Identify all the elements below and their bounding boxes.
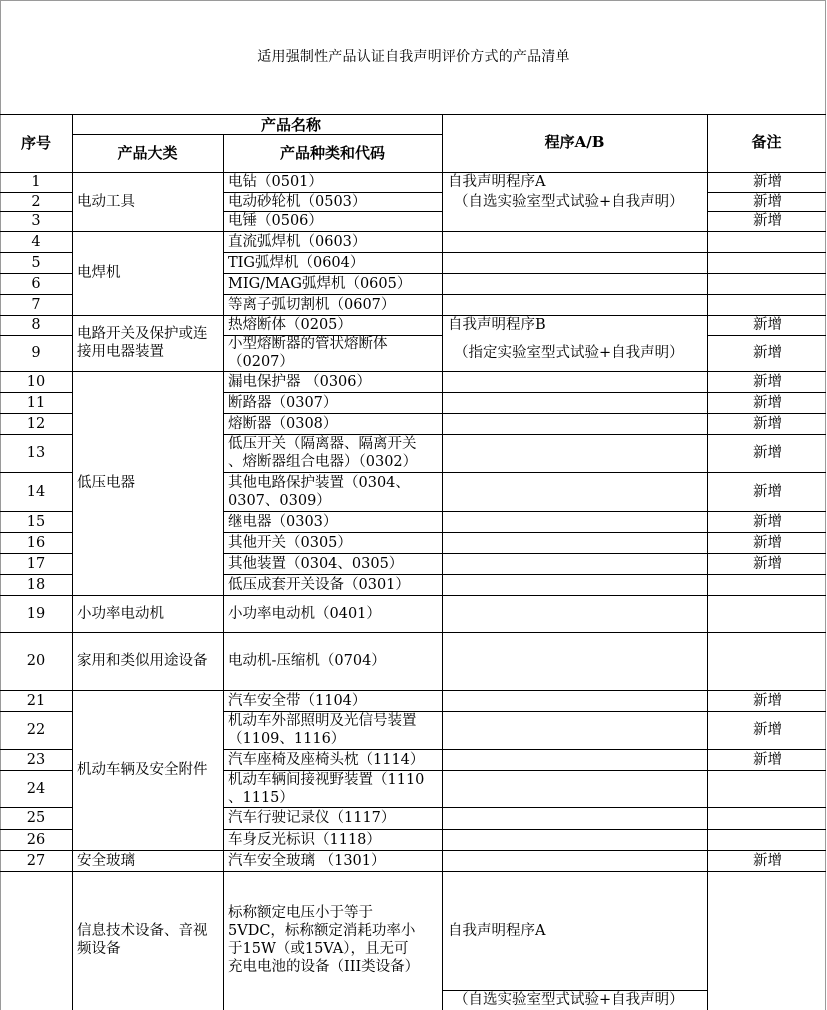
product-type-code-line: 电动机-压缩机（0704） [228, 653, 386, 669]
category-it-av-line: 频设备 [77, 941, 121, 957]
row-divider [0, 850, 826, 851]
procedure-text-2-line: （自选实验室型式试验+自我声明） [454, 992, 684, 1008]
category-small-motor-line: 小功率电动机 [77, 606, 164, 622]
row-divider [0, 252, 72, 253]
row-number [0, 534, 72, 552]
row-divider [707, 532, 826, 533]
remark-new-badge-line: 新增 [753, 416, 782, 432]
row-divider [223, 511, 442, 512]
remark-new-badge-line: 新增 [753, 345, 782, 361]
remark-new-badge-line: 新增 [753, 853, 782, 869]
category-circuit-line: 接用电器装置 [77, 344, 164, 360]
row-number-line: 16 [26, 535, 46, 551]
header-remark [707, 133, 826, 151]
row-number [0, 780, 72, 798]
row-number [0, 605, 72, 623]
remark-new-badge-line: 新增 [753, 514, 782, 530]
row-number [0, 316, 72, 334]
product-type-code [228, 771, 424, 807]
product-type-code [228, 193, 366, 211]
product-type-code-line: 充电电池的设备（III类设备） [228, 959, 420, 975]
row-divider [707, 335, 826, 336]
row-number-line: 14 [26, 484, 46, 500]
row-divider [707, 749, 826, 750]
product-type-code-line: 汽车行驶记录仪（1117） [228, 810, 396, 826]
row-number-line: 17 [26, 556, 46, 572]
remark-new-badge-line: 新增 [753, 556, 782, 572]
product-type-code-line: 机动车外部照明及光信号装置 [228, 713, 417, 729]
row-number [0, 852, 72, 870]
product-type-code-line: 熔断器（0308） [228, 416, 338, 432]
product-type-code [228, 373, 371, 391]
product-type-code-line: 0307、0309） [228, 493, 331, 509]
product-type-code [228, 435, 417, 471]
row-number [0, 296, 72, 314]
row-divider [0, 472, 72, 473]
row-number-line: 15 [26, 514, 46, 530]
row-number [0, 721, 72, 739]
row-divider [0, 807, 72, 808]
product-type-code [228, 652, 386, 670]
row-number [0, 193, 72, 211]
category-welders [77, 264, 121, 282]
row-divider [707, 294, 826, 295]
remark-new-badge [708, 721, 827, 739]
row-divider [442, 273, 707, 274]
product-type-code-line: TIG弧焊机（0604） [228, 255, 365, 271]
product-type-code [228, 576, 410, 594]
product-type-code [228, 173, 323, 191]
row-number-line: 22 [26, 722, 46, 738]
row-divider [0, 294, 72, 295]
product-type-code [228, 394, 337, 412]
product-type-code [228, 335, 388, 371]
row-divider [0, 413, 72, 414]
product-type-code-line: 机动车辆间接视野装置（1110 [228, 772, 425, 788]
product-type-code-line: 电钻（0501） [228, 174, 323, 190]
row-divider [0, 532, 72, 533]
remark-new-badge-line: 新增 [753, 374, 782, 390]
product-type-code [228, 415, 337, 433]
category-vehicle-line: 机动车辆及安全附件 [77, 762, 208, 778]
row-divider [223, 532, 442, 533]
product-type-code [228, 513, 337, 531]
procedure-text [454, 193, 684, 211]
remark-new-badge [708, 212, 827, 230]
row-number-line: 3 [31, 213, 41, 229]
row-number-line: 13 [26, 445, 46, 461]
product-type-code-line: （1109、1116） [228, 731, 346, 747]
row-divider [442, 807, 707, 808]
remark-new-badge-line: 新增 [753, 395, 782, 411]
row-divider [442, 532, 707, 533]
remark-new-badge-line: 新增 [753, 693, 782, 709]
row-divider [707, 413, 826, 414]
category-glass-line: 安全玻璃 [77, 853, 135, 869]
row-number [0, 344, 72, 362]
category-glass [77, 852, 135, 870]
remark-new-badge [708, 415, 827, 433]
row-divider [223, 413, 442, 414]
column-divider [223, 134, 224, 1010]
remark-new-badge-line: 新增 [753, 752, 782, 768]
row-divider [72, 134, 442, 135]
row-number-line: 26 [26, 832, 46, 848]
row-number [0, 555, 72, 573]
product-type-code-line: MIG/MAG弧焊机（0605） [228, 276, 412, 292]
row-divider [0, 392, 72, 393]
product-type-code-line: 车身反光标识（1118） [228, 832, 381, 848]
row-divider [223, 574, 442, 575]
row-number [0, 373, 72, 391]
product-type-code-line: 电动砂轮机（0503） [228, 194, 367, 210]
row-divider [223, 472, 442, 473]
product-type-code [228, 254, 364, 272]
remark-new-badge-line: 新增 [753, 722, 782, 738]
product-type-code-line: 低压成套开关设备（0301） [228, 577, 410, 593]
category-circuit-line: 电路开关及保护或连 [77, 326, 208, 342]
row-divider [442, 472, 707, 473]
row-divider [0, 595, 826, 596]
row-number [0, 173, 72, 191]
row-number [0, 254, 72, 272]
procedure-text-line: （指定实验室型式试验+自我声明） [454, 345, 684, 361]
remark-new-badge [708, 444, 827, 462]
row-divider [442, 392, 707, 393]
row-divider [0, 315, 826, 316]
category-low-voltage-line: 低压电器 [77, 475, 135, 491]
category-household [77, 652, 208, 670]
product-type-code-line: 低压开关（隔离器、隔离开关 [228, 436, 417, 452]
product-type-code [228, 233, 366, 251]
row-number-line: 18 [26, 577, 46, 593]
row-divider [223, 294, 442, 295]
row-divider [707, 392, 826, 393]
row-number [0, 751, 72, 769]
row-divider [0, 749, 72, 750]
row-number [0, 576, 72, 594]
row-number [0, 275, 72, 293]
row-number [0, 483, 72, 501]
remark-new-badge-line: 新增 [753, 484, 782, 500]
row-divider [707, 273, 826, 274]
row-divider [0, 114, 826, 115]
row-divider [442, 511, 707, 512]
row-divider [223, 553, 442, 554]
product-type-code-line: 电锤（0506） [228, 213, 323, 229]
row-number [0, 415, 72, 433]
row-divider [0, 871, 826, 872]
row-divider [223, 392, 442, 393]
row-number [0, 212, 72, 230]
row-divider [0, 371, 826, 372]
row-divider [442, 829, 707, 830]
row-divider [707, 553, 826, 554]
row-number [0, 444, 72, 462]
category-it-av-line: 信息技术设备、音视 [77, 923, 208, 939]
column-divider [72, 114, 73, 1010]
remark-new-badge [708, 373, 827, 391]
header-procedure [442, 133, 707, 151]
product-type-code [228, 534, 352, 552]
row-number-line: 19 [26, 606, 46, 622]
row-number-line: 1 [31, 174, 41, 190]
remark-new-badge [708, 751, 827, 769]
row-divider [442, 553, 707, 554]
procedure-text-2 [454, 991, 684, 1009]
product-type-code [228, 751, 424, 769]
row-divider [442, 294, 707, 295]
row-divider [707, 252, 826, 253]
row-number-line: 7 [31, 297, 41, 313]
remark-new-badge-line: 新增 [753, 174, 782, 190]
row-number [0, 809, 72, 827]
product-type-code [228, 316, 352, 334]
remark-new-badge [708, 692, 827, 710]
product-type-code-line: 其他电路保护装置（0304、 [228, 475, 410, 491]
row-divider [0, 690, 826, 691]
row-divider [0, 574, 72, 575]
row-number-line: 20 [26, 653, 46, 669]
row-divider [223, 749, 442, 750]
header-seq [0, 134, 72, 152]
remark-new-badge [708, 394, 827, 412]
product-type-code [228, 809, 395, 827]
remark-new-badge [708, 173, 827, 191]
row-divider [0, 231, 826, 232]
row-number-line: 21 [26, 693, 46, 709]
product-type-code-line: 5VDC，标称额定消耗功率小 [228, 923, 416, 939]
row-divider [442, 770, 707, 771]
product-type-code [228, 904, 419, 976]
procedure-text-line: 自我声明程序A [448, 174, 546, 190]
product-type-code [228, 605, 381, 623]
row-divider [0, 335, 72, 336]
product-type-code [228, 712, 417, 748]
header-seq-line: 序号 [20, 134, 51, 152]
product-type-code-line: 小功率电动机（0401） [228, 606, 381, 622]
product-type-code-line: 于15W（或15VA），且无可 [228, 941, 409, 957]
remark-new-badge [708, 852, 827, 870]
row-number [0, 831, 72, 849]
row-divider [707, 574, 826, 575]
row-divider [442, 434, 707, 435]
procedure-text [448, 922, 545, 940]
row-divider [0, 172, 826, 173]
row-divider [0, 770, 72, 771]
remark-new-badge [708, 483, 827, 501]
row-number-line: 23 [26, 752, 46, 768]
remark-new-badge-line: 新增 [753, 445, 782, 461]
header-procedure-line: 程序A/B [544, 133, 605, 151]
header-product-name [0, 116, 510, 134]
row-number-line: 6 [31, 276, 41, 292]
row-divider [0, 434, 72, 435]
row-number [0, 513, 72, 531]
row-divider [442, 252, 707, 253]
row-divider [707, 829, 826, 830]
remark-new-badge [708, 316, 827, 334]
remark-new-badge-line: 新增 [753, 317, 782, 333]
row-number-line: 2 [31, 194, 41, 210]
remark-new-badge [708, 513, 827, 531]
header-category-line: 产品大类 [117, 144, 178, 162]
row-divider [707, 472, 826, 473]
row-number-line: 25 [26, 810, 46, 826]
product-type-code-line: 热熔断体（0205） [228, 317, 352, 333]
product-type-code-line: 汽车安全玻璃 （1301） [228, 853, 386, 869]
row-divider [442, 711, 707, 712]
row-number-line: 4 [31, 234, 41, 250]
row-divider [223, 829, 442, 830]
product-type-code [228, 474, 410, 510]
product-type-code-line: 其他装置（0304、0305） [228, 556, 404, 572]
remark-new-badge [708, 555, 827, 573]
product-type-code-line: 其他开关（0305） [228, 535, 352, 551]
category-low-voltage [77, 474, 135, 492]
row-number-line: 5 [31, 255, 41, 271]
procedure-text [454, 344, 684, 362]
row-divider [442, 574, 707, 575]
procedure-text-line: （自选实验室型式试验+自我声明） [454, 194, 684, 210]
product-type-code-line: 等离子弧切割机（0607） [228, 297, 396, 313]
row-divider [0, 511, 72, 512]
row-divider [442, 749, 707, 750]
row-divider [0, 273, 72, 274]
product-type-code [228, 692, 366, 710]
header-remark-line: 备注 [751, 133, 782, 151]
row-divider [442, 413, 707, 414]
remark-new-badge-line: 新增 [753, 213, 782, 229]
row-divider [0, 553, 72, 554]
header-type-code-line: 产品种类和代码 [279, 144, 385, 162]
product-type-code-line: （0207） [228, 354, 294, 370]
product-type-code-line: 、1115） [228, 790, 294, 806]
procedure-text [448, 173, 545, 191]
product-type-code-line: 断路器（0307） [228, 395, 338, 411]
product-type-code [228, 275, 411, 293]
header-type-code [223, 144, 442, 162]
product-type-code-line: 小型熔断器的管状熔断体 [228, 336, 388, 352]
row-divider [707, 711, 826, 712]
category-power-tools [77, 193, 135, 211]
product-type-code [228, 212, 323, 230]
row-divider [707, 434, 826, 435]
product-type-code-line: 继电器（0303） [228, 514, 338, 530]
category-small-motor [77, 605, 164, 623]
row-divider [707, 807, 826, 808]
category-circuit [77, 325, 208, 361]
row-divider [223, 252, 442, 253]
category-it-av [77, 922, 208, 958]
row-number-line: 12 [26, 416, 46, 432]
row-divider [707, 770, 826, 771]
category-vehicle [77, 761, 208, 779]
row-number-line: 9 [31, 345, 41, 361]
header-product-name-line: 产品名称 [260, 116, 321, 134]
product-type-code [228, 831, 381, 849]
row-divider [223, 807, 442, 808]
row-divider [0, 711, 72, 712]
remark-new-badge-line: 新增 [753, 535, 782, 551]
product-type-code [228, 555, 403, 573]
product-type-code [228, 852, 386, 870]
row-number [0, 394, 72, 412]
category-household-line: 家用和类似用途设备 [77, 653, 208, 669]
row-number-line: 8 [31, 317, 41, 333]
row-number-line: 11 [26, 395, 46, 411]
row-number-line: 10 [26, 374, 46, 390]
row-divider [223, 273, 442, 274]
product-type-code-line: 汽车座椅及座椅头枕（1114） [228, 752, 425, 768]
column-divider [442, 114, 443, 1010]
remark-new-badge [708, 193, 827, 211]
procedure-text-line: 自我声明程序A [448, 923, 546, 939]
remark-new-badge-line: 新增 [753, 194, 782, 210]
product-type-code-line: 汽车安全带（1104） [228, 693, 367, 709]
row-number-line: 24 [26, 781, 46, 797]
row-number [0, 652, 72, 670]
row-number [0, 233, 72, 251]
row-divider [0, 829, 72, 830]
product-type-code-line: 直流弧焊机（0603） [228, 234, 367, 250]
row-divider [707, 511, 826, 512]
row-number [0, 692, 72, 710]
product-type-code-line: 、熔断器组合电器）（0302） [228, 454, 418, 470]
remark-new-badge [708, 344, 827, 362]
product-type-code-line: 标称额定电压小于等于 [228, 905, 373, 921]
header-category [72, 144, 223, 162]
product-type-code [228, 296, 395, 314]
product-type-code-line: 漏电保护器 （0306） [228, 374, 372, 390]
page-title: 适用强制性产品认证自我声明评价方式的产品清单 [257, 49, 570, 65]
category-welders-line: 电焊机 [77, 265, 121, 281]
category-power-tools-line: 电动工具 [77, 194, 135, 210]
remark-new-badge [708, 534, 827, 552]
row-number-line: 27 [26, 853, 46, 869]
row-divider [0, 632, 826, 633]
procedure-text-line: 自我声明程序B [448, 317, 546, 333]
procedure-text [448, 316, 546, 334]
